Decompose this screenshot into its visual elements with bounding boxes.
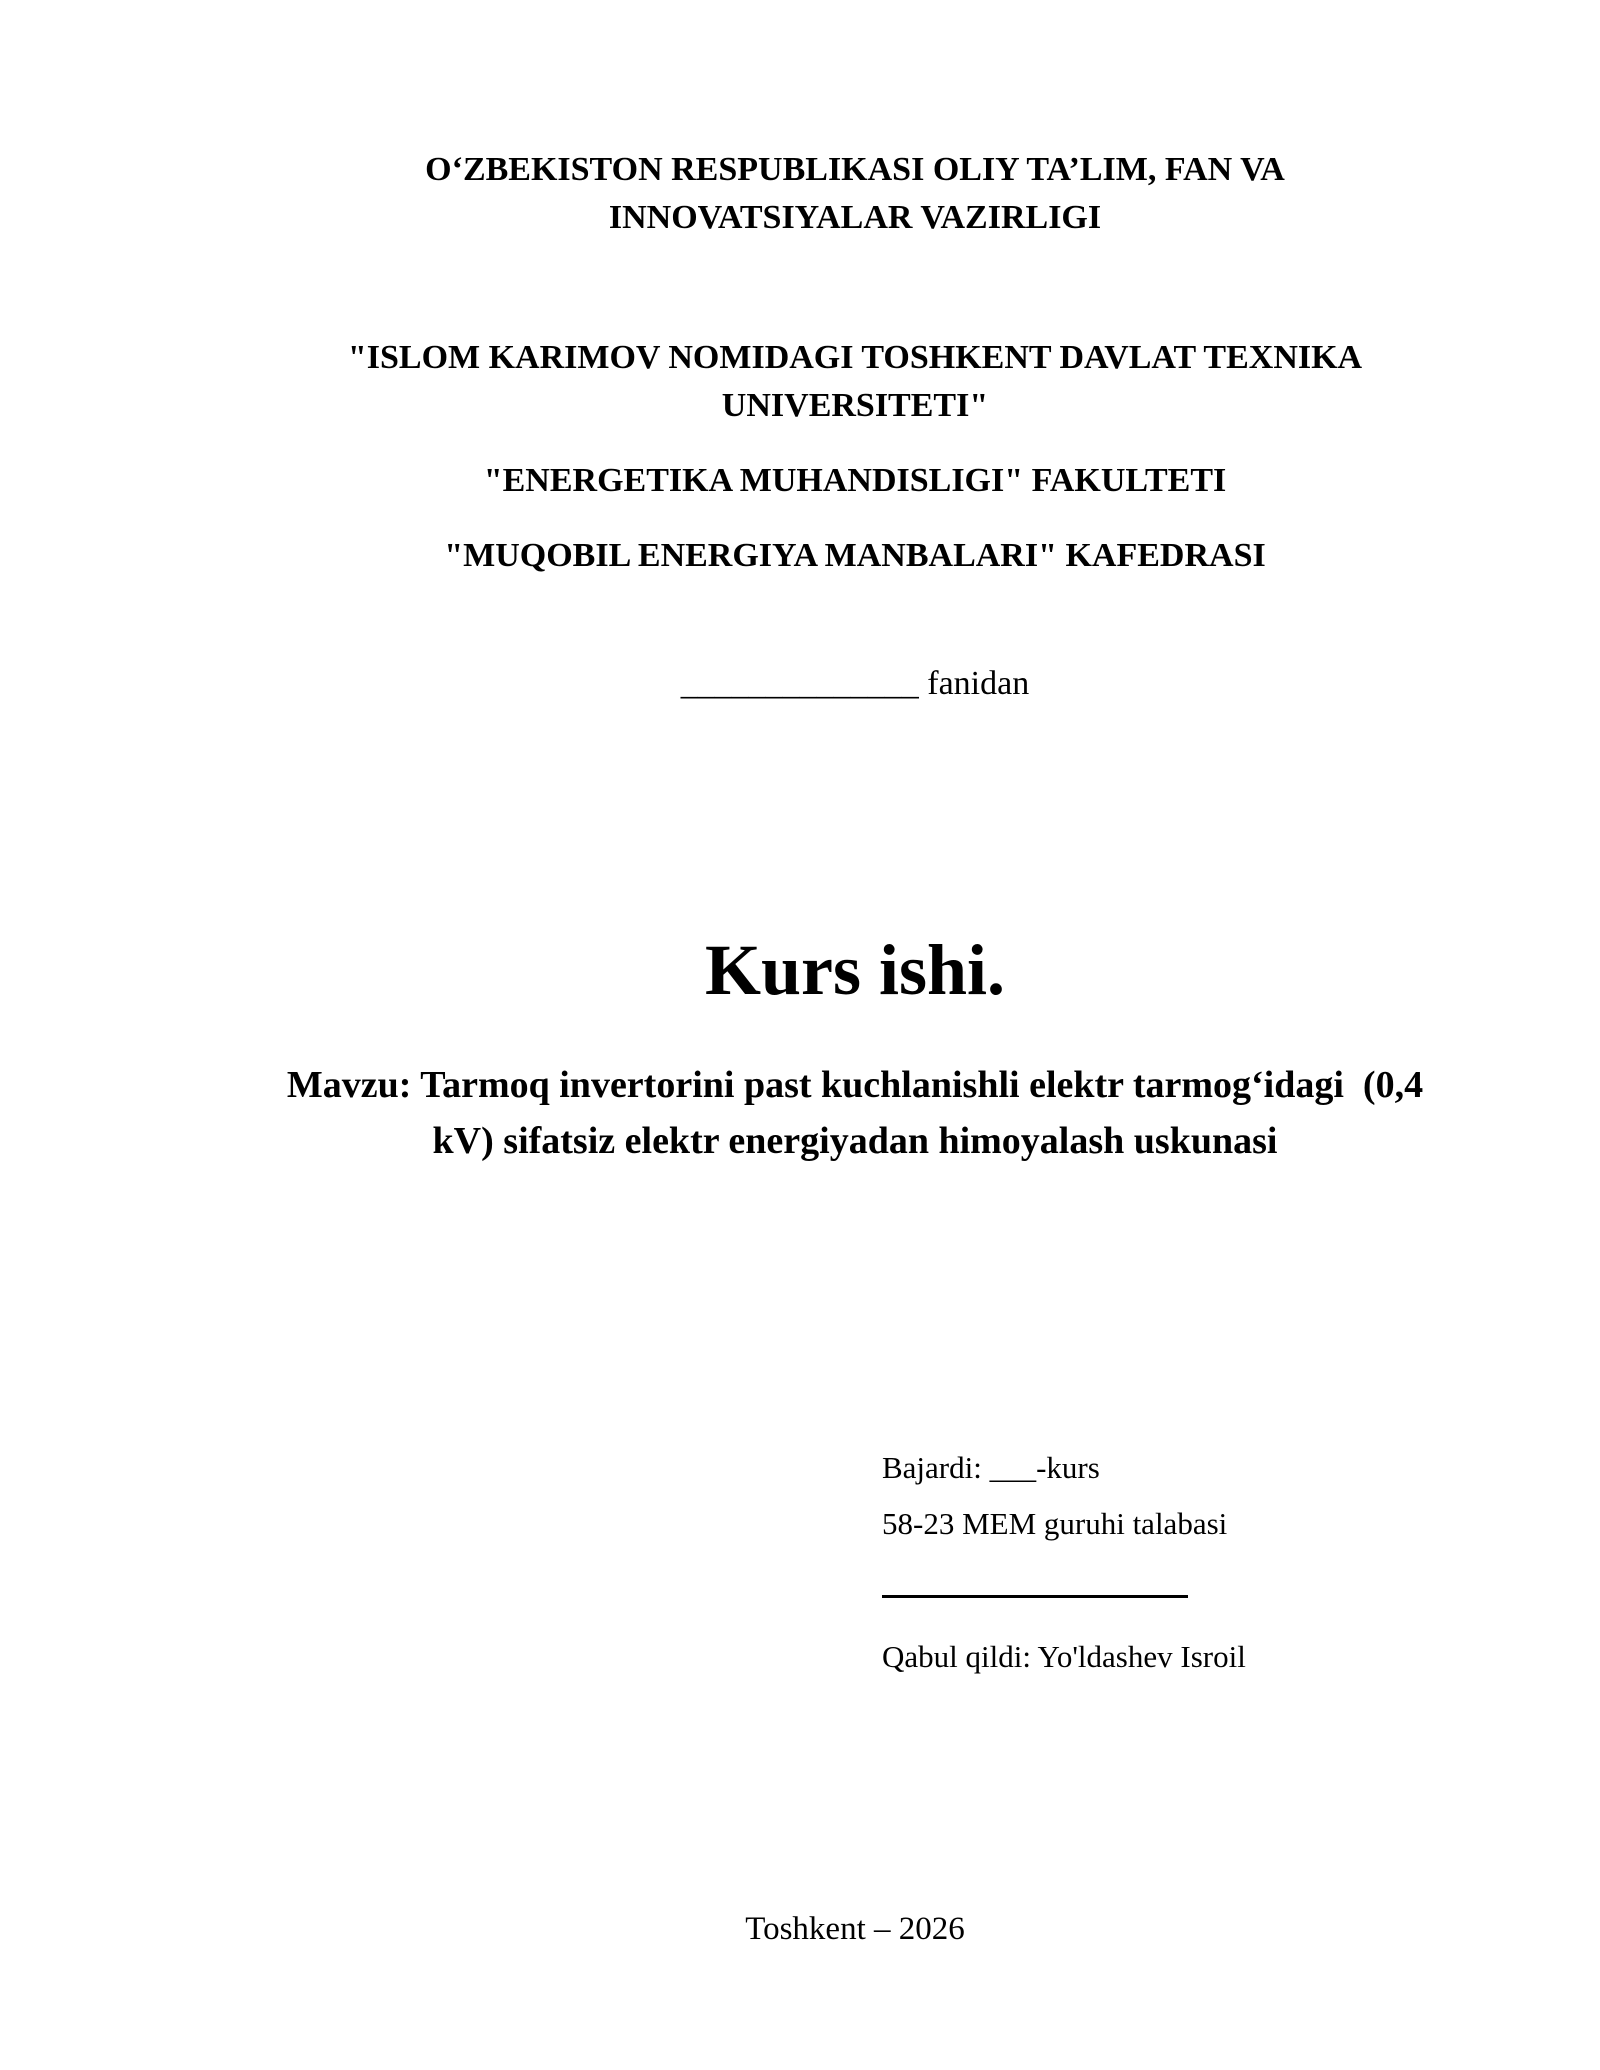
student-group: 58-23 MEM guruhi talabasi xyxy=(882,1506,1228,1541)
work-topic xyxy=(215,1057,1495,1169)
topic-line-1: Mavzu: Tarmoq invertorini past kuchlanishli elektr tarmog‘idagi (0,4 xyxy=(286,1064,1424,1106)
faculty-heading: "ENERGETIKA MUHANDISLIGI" FAKULTETI xyxy=(483,462,1227,499)
completed-by: Bajardi: ___-kurs xyxy=(882,1450,1100,1485)
city-year: Toshkent – 2026 xyxy=(745,1911,965,1947)
subject-blank: ______________ xyxy=(680,665,919,702)
topic-line-2: kV) sifatsiz elektr energiyadan himoyalash uskunasi xyxy=(432,1120,1278,1162)
university-line-1: "ISLOM KARIMOV NOMIDAGI TOSHKENT DAVLAT TEXNIKA xyxy=(347,339,1363,376)
subject-line xyxy=(200,660,1510,708)
ministry-line-1: O‘ZBEKISTON RESPUBLIKASI OLIY TA’LIM, FAN VA xyxy=(425,151,1285,188)
subject-label: fanidan xyxy=(927,665,1030,702)
university-heading xyxy=(200,334,1510,430)
accepted-by: Qabul qildi: Yo'ldashev Isroil xyxy=(882,1639,1246,1674)
signature-line xyxy=(882,1595,1188,1598)
university-line-2: UNIVERSITETI" xyxy=(721,387,989,424)
ministry-line-2: INNOVATSIYALAR VAZIRLIGI xyxy=(608,199,1102,236)
work-title: Kurs ishi. xyxy=(704,930,1006,1010)
department-heading: "MUQOBIL ENERGIYA MANBALARI" KAFEDRASI xyxy=(444,537,1266,574)
ministry-heading xyxy=(200,146,1510,242)
